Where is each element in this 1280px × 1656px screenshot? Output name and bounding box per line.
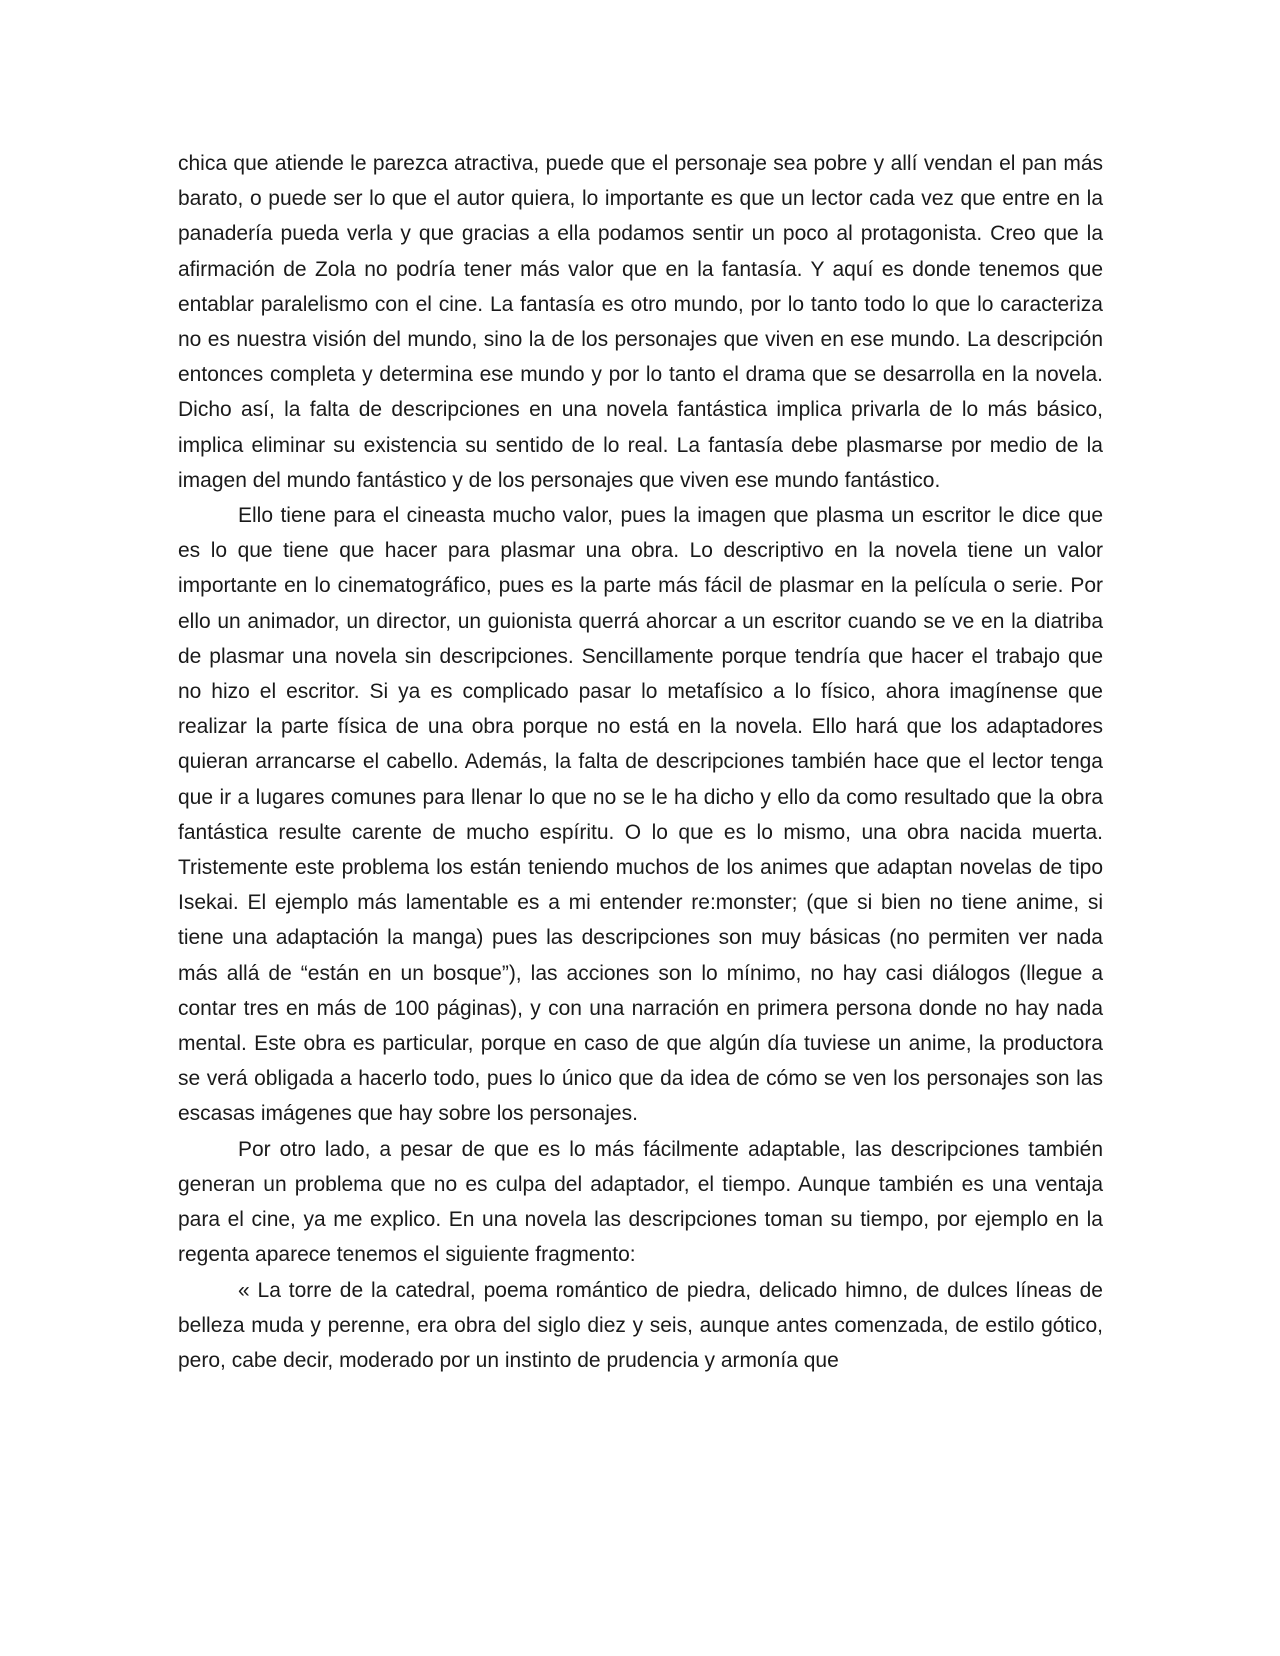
paragraph-cineasta: Ello tiene para el cineasta mucho valor, pues la imagen que plasma un escritor le dice que es lo que tiene que hacer para plasmar una obra. Lo descriptivo en la novela tiene un valor importante en lo cinematográfico, pues es la parte más fácil de plasmar en la película o serie. Por ello un animador, un director, un guionista querrá ahorcar a un escritor cuando se ve en la diatriba de plasmar una novela sin descripciones. Sencillamente porque tendría que hacer el trabajo que no hizo el escritor. Si ya es complicado pasar lo metafísico a lo físico, ahora imagínense que realizar la parte física de una obra porque no está en la novela. Ello hará que los adaptadores quieran arrancarse el cabello. Además, la falta de descripciones también hace que el lector tenga que ir a lugares comunes para llenar lo que no se le ha dicho y ello da como resultado que la obra fantástica resulte carente de mucho espíritu. O lo que es lo mismo, una obra nacida muerta. Tristemente este problema los están teniendo muchos de los animes que adaptan novelas de tipo Isekai. El ejemplo más lamentable es a mi entender re:monster; (que si bien no tiene anime, si tiene una adaptación la manga) pues las descripciones son muy básicas (no permiten ver nada más allá de “están en un bosque”), las acciones son lo mínimo, no hay casi diálogos (llegue a contar tres en más de 100 páginas), y con una narración en primera persona donde no hay nada mental. Este obra es particular, porque en caso de que algún día tuviese un anime, la productora se verá obligada a hacerlo todo, pues lo único que da idea de cómo se ven los personajes son las escasas imágenes que hay sobre los personajes.: [178, 504, 1103, 1126]
body-text: [178, 146, 1103, 1378]
paragraph-continuation: chica que atiende le parezca atractiva, puede que el personaje sea pobre y allí vendan el pan más barato, o puede ser lo que el autor quiera, lo importante es que un lector cada vez que entre en la panadería pueda verla y que gracias a ella podamos sentir un poco al protagonista. Creo que la afirmación de Zola no podría tener más valor que en la fantasía. Y aquí es donde tenemos que entablar paralelismo con el cine. La fantasía es otro mundo, por lo tanto todo lo que lo caracteriza no es nuestra visión del mundo, sino la de los personajes que viven en ese mundo. La descripción entonces completa y determina ese mundo y por lo tanto el drama que se desarrolla en la novela. Dicho así, la falta de descripciones en una novela fantástica implica privarla de lo más básico, implica eliminar su existencia su sentido de lo real. La fantasía debe plasmarse por medio de la imagen del mundo fantástico y de los personajes que viven ese mundo fantástico.: [178, 152, 1103, 492]
quotation-regenta: « La torre de la catedral, poema romántico de piedra, delicado himno, de dulces líneas de belleza muda y perenne, era obra del siglo diez y seis, aunque antes comenzada, de estilo gótico, pero, cabe decir, moderado por un instinto de prudencia y armonía que: [178, 1278, 1103, 1372]
paragraph-tiempo: Por otro lado, a pesar de que es lo más fácilmente adaptable, las descripciones también generan un problema que no es culpa del adaptador, el tiempo. Aunque también es una ventaja para el cine, ya me explico. En una novela las descripciones toman su tiempo, por ejemplo en la regenta aparece tenemos el siguiente fragmento:: [178, 1137, 1103, 1267]
